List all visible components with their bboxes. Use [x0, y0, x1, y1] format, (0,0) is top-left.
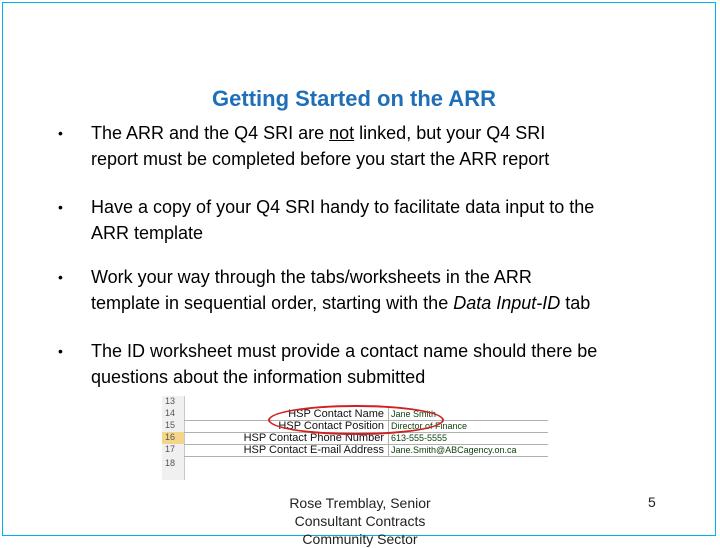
bullet-text: The ID worksheet must provide a contact name should there be questions about the information submitted [91, 341, 598, 387]
row-number: 14 [165, 408, 176, 418]
cell-value: Jane Smith [388, 408, 548, 420]
table-row [184, 444, 548, 457]
bullet-marker: • [58, 125, 63, 141]
row-number-selected: 16 [162, 432, 184, 444]
row-number: 15 [165, 420, 176, 430]
row-number: 18 [165, 458, 176, 468]
highlight-circle [268, 405, 444, 435]
bullet-marker: • [58, 343, 63, 359]
slide-title: Getting Started on the ARR [212, 86, 496, 111]
bullet-text: Have a copy of your Q4 SRI handy to facilitate data input to the ARR template [91, 197, 595, 243]
slide-footer [270, 494, 450, 547]
cell-label: HSP Contact E-mail Address [243, 444, 384, 456]
cell-label: HSP Contact Phone Number [243, 432, 384, 444]
footer-line: Rose Tremblay, Senior [289, 495, 431, 511]
row-number: 17 [165, 444, 176, 454]
cell-value: 613-555-5555 [388, 432, 548, 444]
row-number: 13 [165, 396, 176, 406]
bullet-marker: • [58, 269, 63, 285]
bullet-marker: • [58, 199, 63, 215]
cell-value: Jane.Smith@ABCagency.on.ca [388, 444, 548, 456]
page-number: 5 [648, 494, 656, 510]
footer-line: Consultant Contracts [294, 513, 426, 529]
cell-value: Director of Finance [388, 420, 548, 432]
bullet-text: The ARR and the Q4 SRI are not linked, but your Q4 SRI report must be completed before you start the ARR report [91, 123, 550, 169]
cell-label: HSP Contact Name [288, 408, 384, 420]
bullet-text: Work your way through the tabs/worksheets in the ARR template in sequential order, starting with the Data Input-ID tab [91, 267, 591, 313]
row-number-column [162, 396, 185, 480]
cell-label: HSP Contact Position [278, 420, 384, 432]
footer-line: Community Sector [302, 531, 418, 547]
